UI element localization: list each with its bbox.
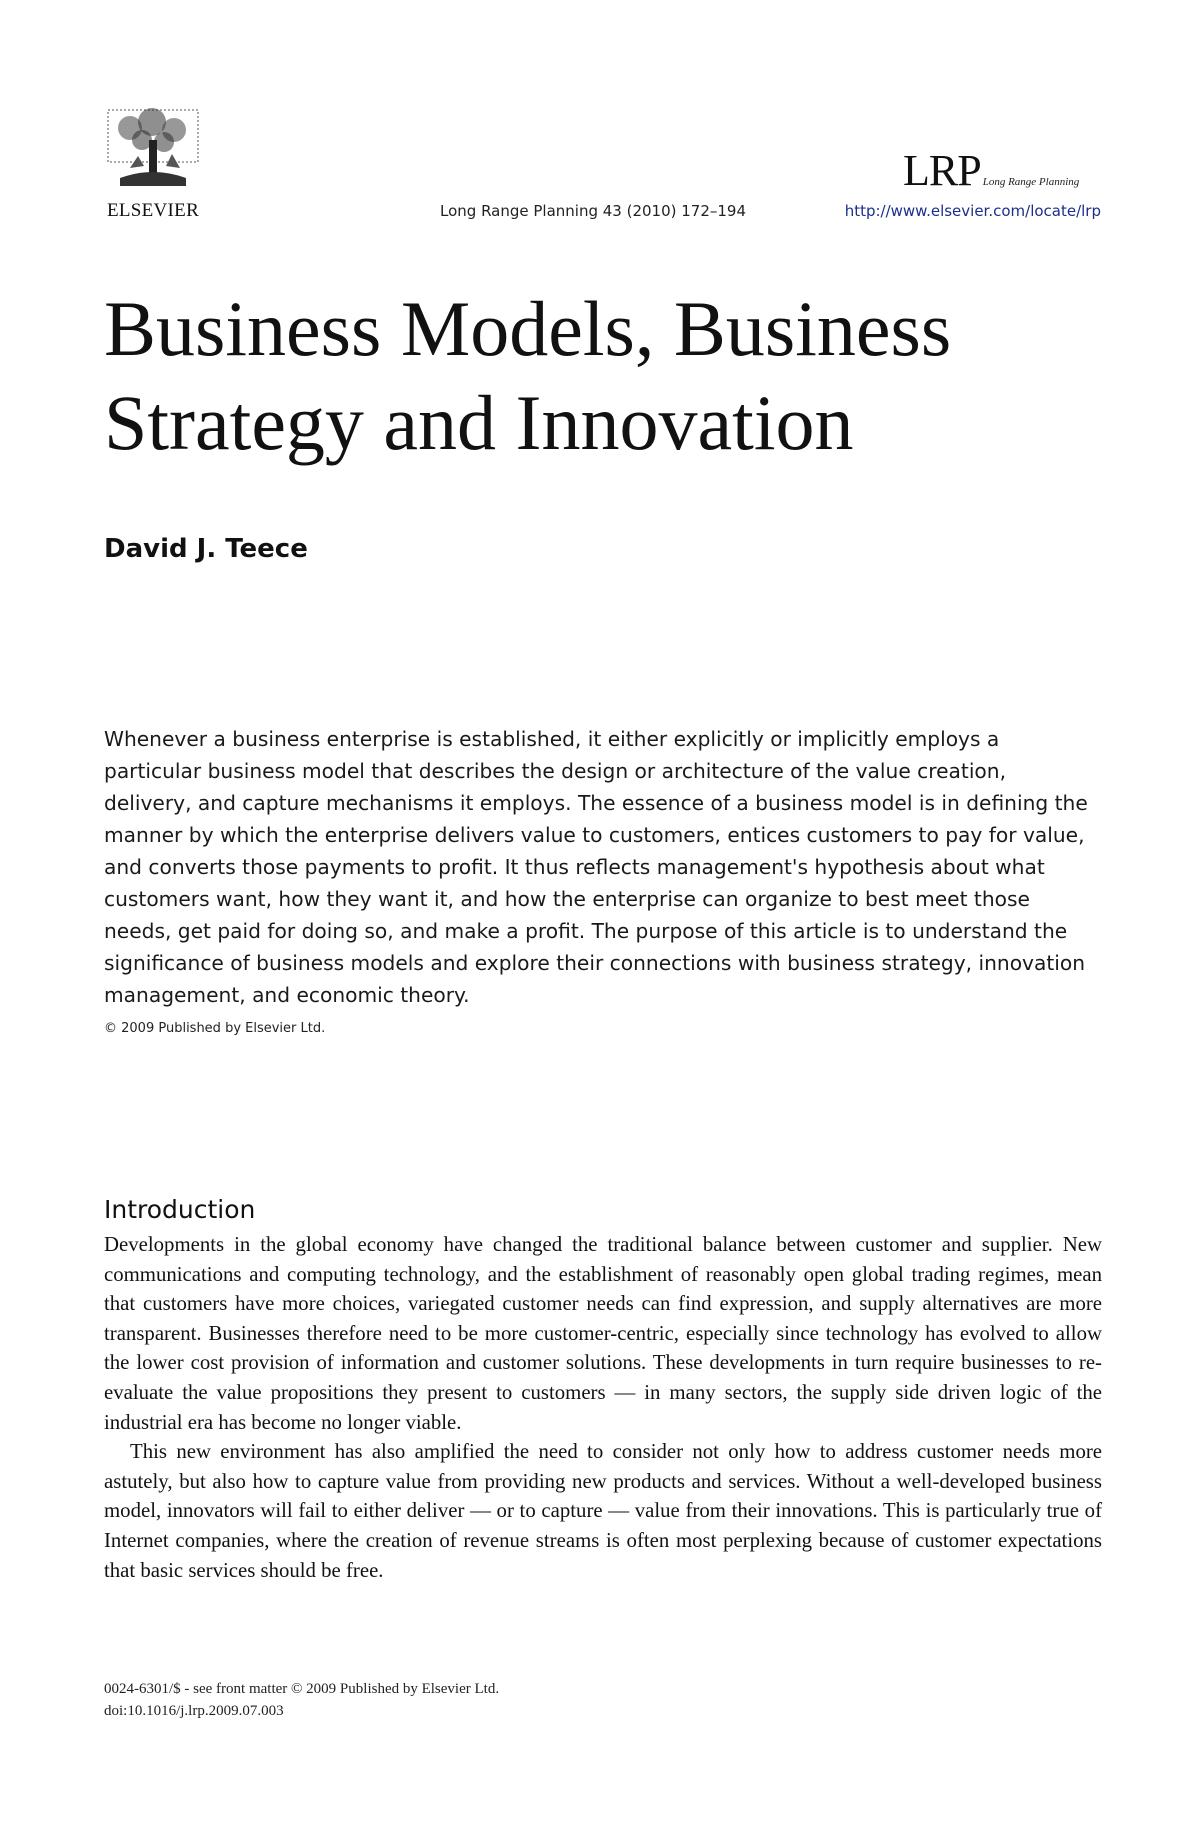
author-name: David J. Teece: [104, 534, 308, 564]
journal-name: Long Range Planning: [982, 176, 1080, 188]
introduction-body: [104, 1230, 1102, 1585]
title-line-2: Strategy and Innovation: [104, 379, 854, 466]
elsevier-logo: [100, 106, 206, 220]
section-heading-introduction: Introduction: [104, 1195, 256, 1224]
tree-emblem-icon: [100, 106, 206, 198]
journal-url-link[interactable]: http://www.elsevier.com/locate/lrp: [844, 202, 1101, 220]
front-matter-note: 0024-6301/$ - see front matter © 2009 Published by Elsevier Ltd.: [104, 1681, 500, 1697]
journal-citation: Long Range Planning 43 (2010) 172–194: [440, 202, 747, 220]
page-footer: [104, 1678, 499, 1722]
paragraph: This new environment has also amplified the need to consider not only how to address customer needs more astutely, but also how to capture value from providing new products and services. Without a well-developed business model, innovators will fail to either deliver — or to capture — value from their innovations. This is particularly true of Internet companies, where the creation of revenue streams is often most perplexing because of customer expectations that basic services should be free.: [104, 1440, 1102, 1582]
journal-abbrev: LRP: [903, 146, 981, 195]
abstract: Whenever a business enterprise is established, it either explicitly or implicitly employs a particular business model that describes the design or architecture of the value creation, delivery, and capture mechanisms it employs. The essence of a business model is in defining the manner by which the enterprise delivers value to customers, entices customers to pay for value, and converts those payments to profit. It thus reflects management's hypothesis about what customers want, how they want it, and how the enterprise can organize to best meet those needs, get paid for doing so, and make a profit. The purpose of this article is to understand the significance of business models and explore their connections with business strategy, innovation management, and economic theory.: [104, 727, 1088, 1007]
title-line-1: Business Models, Business: [104, 285, 952, 372]
copyright-notice: © 2009 Published by Elsevier Ltd.: [104, 1021, 326, 1036]
article-title: [104, 282, 1104, 470]
paragraph: Developments in the global economy have changed the traditional balance between customer and supplier. New communications and computing technology, and the establishment of reasonably open global trading regimes, mean that customers have more choices, variegated customer needs can find expression, and supply alternatives are more transparent. Businesses therefore need to be more customer-centric, especially since technology has evolved to allow the lower cost provision of information and customer solutions. These developments in turn require businesses to re-evaluate the value propositions they present to customers — in many sectors, the supply side driven logic of the industrial era has become no longer viable.: [104, 1233, 1102, 1434]
publisher-logo-text: ELSEVIER: [106, 200, 200, 221]
doi-link[interactable]: doi:10.1016/j.lrp.2009.07.003: [104, 1703, 284, 1719]
journal-logo: [903, 145, 1079, 196]
